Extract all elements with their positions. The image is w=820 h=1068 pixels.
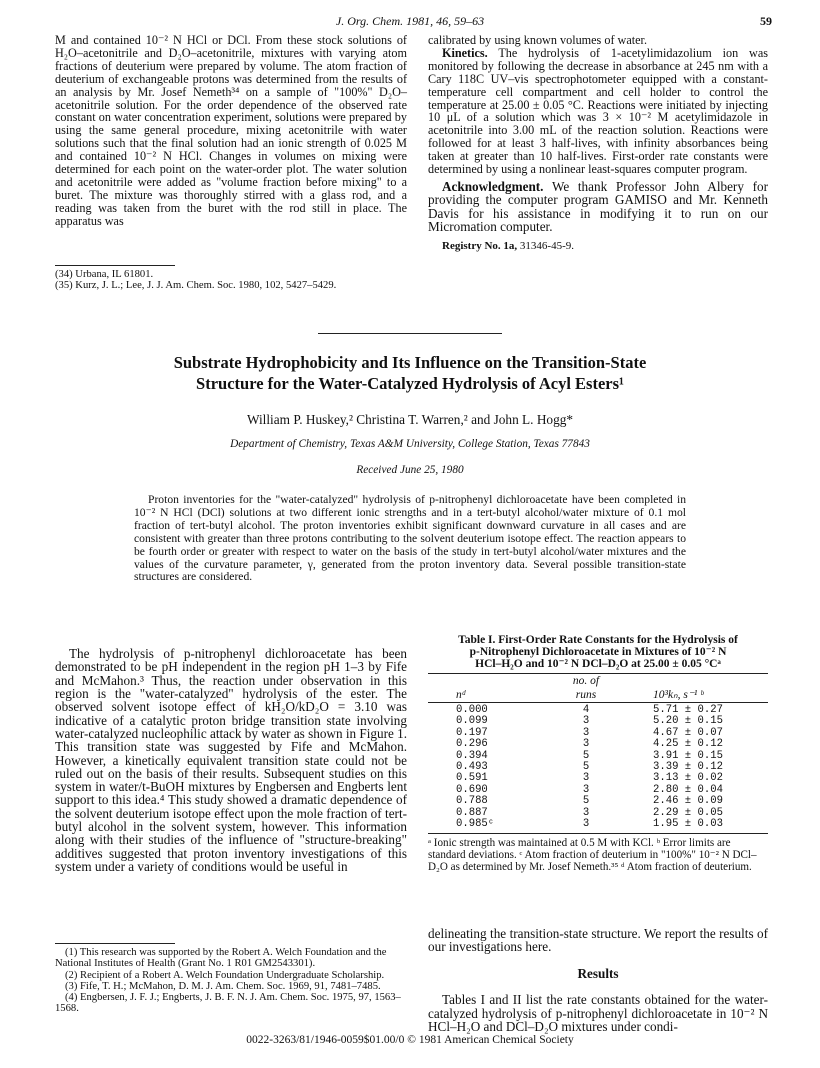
table-caption-line-3: HCl–H₂O and 10⁻² N DCl–D₂O at 25.00 ± 0.05 °Cᵃ: [475, 658, 721, 670]
acknowledgment-text: We thank Professor John Albery for providing the computer program GAMISO and Mr. Kenneth Davis for his assistance in modifying it to run on our Micromation computer.: [428, 178, 768, 235]
registry-label: Registry No. 1a,: [442, 239, 518, 252]
cell-k: 3.91 ± 0.15: [653, 749, 723, 762]
article-separator: [318, 333, 502, 334]
table-caption-line-2: p-Nitrophenyl Dichloroacetate in Mixtures of 10⁻² N: [469, 646, 727, 658]
article-title: [60, 352, 760, 394]
footnote-35: (35) Kurz, J. L.; Lee, J. J. Am. Chem. Soc. 1980, 102, 5427–5429.: [55, 280, 337, 292]
col-header-n: nᵈ: [456, 689, 466, 701]
registry-value: 31346-45-9.: [519, 239, 574, 252]
kinetics-text: The hydrolysis of 1-acetylimidazolium ion was monitored by following the decrease in absorbance at 245 nm with a Cary 118C UV–vis spectrophotometer equipped with a constant-temperature cell compartment and cell holder to control the temperature at 25.00 ± 0.05 °C. Reactions were initiated by injecting 10 μL of a solution which was 3 × 10⁻² M acetylimidazole in acetonitrile into 3.00 mL of the reaction solution. Reactions were followed for at least 3 half-lives, with infinity absorbances being taken at greater than 10 half-lives. First-order rate constants were determined by using a nonlinear least-squares computer program.: [428, 45, 768, 177]
page-number: 59: [760, 14, 772, 28]
cell-k: 5.71 ± 0.27: [653, 704, 723, 716]
footnote-4: (4) Engbersen, J. F. J.; Engberts, J. B. F. N. J. Am. Chem. Soc. 1975, 97, 1563–1568.: [55, 992, 401, 1015]
cell-runs: 5: [582, 795, 590, 808]
acknowledgment-label: Acknowledgment.: [442, 178, 544, 194]
footnote-1: (1) This research was supported by the Robert A. Welch Foundation and the National Institutes of Health (Grant No. 1 R01 GM2543301).: [55, 947, 387, 970]
prev-article-footnotes: [55, 269, 407, 292]
cell-n: 0.296: [456, 738, 488, 751]
cell-k: 3.39 ± 0.12: [653, 761, 723, 774]
cell-runs: 3: [582, 772, 590, 785]
abstract: Proton inventories for the "water-catalyzed" hydrolysis of p-nitrophenyl dichloroacetate have been completed in 10⁻² N HCl (DCl) solutions at two different ionic strengths and in a tert-butyl alcohol/water mixture of 0.1 mol fraction of tert-butyl alcohol. The proton inventories exhibit significant downward curvature in all cases and are consistent with greater than three protons contributing to the solvent deuterium isotope effect. The reaction appears to be fourth order or greater with respect to water on the basis of the study in tert-butyl alcohol/water mixtures and the values of the curvature parameter, γ, generated from the proton inventory data. Several possible transition-state structures are considered.: [134, 493, 686, 584]
cell-runs: 4: [582, 704, 590, 716]
cell-n: 0.197: [456, 726, 488, 739]
prev-article-continuation: calibrated by using known volumes of water.: [428, 33, 647, 47]
cell-k: 3.13 ± 0.02: [653, 772, 723, 785]
table-row: [428, 819, 768, 830]
cell-k: 5.20 ± 0.15: [653, 715, 723, 728]
table-bottom-rule: [428, 833, 768, 834]
cell-n: 0.493: [456, 761, 488, 774]
cell-k: 2.46 ± 0.09: [653, 795, 723, 808]
cell-n: 0.690: [456, 783, 488, 796]
table-row: [428, 796, 768, 807]
data-table: [428, 674, 768, 830]
cell-n: 0.591: [456, 772, 488, 785]
footnote-2: (2) Recipient of a Robert A. Welch Foundation Undergraduate Scholarship.: [65, 969, 385, 981]
table-1: [428, 634, 768, 873]
cell-k: 2.29 ± 0.05: [653, 806, 723, 819]
prev-article-right-column: [428, 34, 768, 253]
cell-n: 0.394: [456, 749, 488, 762]
affiliation: Department of Chemistry, Texas A&M University, College Station, Texas 77843: [230, 438, 590, 450]
footnote-3: (3) Fife, T. H.; McMahon, D. M. J. Am. Chem. Soc. 1969, 91, 7481–7485.: [65, 980, 381, 992]
article-footnotes: [55, 947, 407, 1015]
kinetics-paragraph: [428, 47, 768, 176]
footnote-34: (34) Urbana, IL 61801.: [55, 269, 154, 280]
cell-runs: 3: [582, 783, 590, 796]
cell-n: 0.887: [456, 806, 488, 819]
results-paragraph: Tables I and II list the rate constants obtained for the water-catalyzed hydrolysis of p-nitrophenyl dichloroacetate in 10⁻² N HCl–H₂O and DCl–D₂O mixtures under condi-: [428, 992, 768, 1035]
authors: William P. Huskey,² Christina T. Warren,² and John L. Hogg*: [246, 412, 574, 427]
cell-k: 2.80 ± 0.04: [653, 783, 723, 796]
col-header-runs-line-1: no. of: [572, 675, 600, 687]
cell-runs: 3: [582, 818, 590, 831]
title-line-1: Substrate Hydrophobicity and Its Influence on the Transition-State: [173, 353, 647, 372]
footnote-rule-2: [55, 943, 175, 944]
cell-runs: 3: [582, 715, 590, 728]
cell-n: 0.985ᶜ: [456, 818, 495, 831]
cell-k: 4.25 ± 0.12: [653, 738, 723, 751]
col-header-n-blank: [428, 674, 549, 688]
cell-n: 0.099: [456, 715, 488, 728]
cell-k: 4.67 ± 0.07: [653, 726, 723, 739]
title-line-2: Structure for the Water-Catalyzed Hydrolysis of Acyl Esters¹: [196, 374, 624, 393]
prev-article-paragraph: M and contained 10⁻² N HCl or DCl. From these stock solutions of H₂O–acetonitrile and D₂O–acetonitrile, mixtures with varying atom fractions of deuterium were prepared by volume. The atom fraction of deuterium of exchangeable protons was determined from the results of an analysis by Mr. Josef Nemeth³⁴ on a sample of "100%" D₂O–acetonitrile solution. For the order dependence of the observed rate constant on water concentration experiment, solutions were prepared by using the same general procedure, mixing acetonitrile with water solutions such that the final solution had an ionic strength of 0.025 M and contained 10⁻² N HCl. Changes in volumes on mixing were determined for each point on the water-order plot. The water solution and acetonitrile were added as "volume fraction before mixing" to a buret. The mixture was thoroughly stirred with a glass rod, and a reading was taken from the buret with the rod still in place. The apparatus was: [55, 33, 407, 228]
cell-runs: 3: [582, 806, 590, 819]
acknowledgment-paragraph: [428, 180, 768, 234]
cell-k: 1.95 ± 0.03: [653, 818, 723, 831]
results-column: [428, 914, 768, 1047]
kinetics-label: Kinetics.: [442, 45, 488, 60]
table-caption: [428, 634, 768, 670]
prev-article-left-column: [55, 34, 407, 228]
copyright-footer: 0022-3263/81/1946-0059$01.00/0 © 1981 American Chemical Society: [246, 1034, 574, 1046]
footnote-rule: [55, 265, 175, 266]
results-heading: Results: [577, 965, 619, 981]
table-notes: ᵃ Ionic strength was maintained at 0.5 M with KCl. ᵇ Error limits are standard deviations. ᶜ Atom fraction of deuterium in "100%" 10⁻² N DCl–D₂O as determined by Mr. Josef Nemeth.³⁵ ᵈ Atom fraction of deuterium.: [428, 837, 757, 874]
intro-continuation: delineating the transition-state structure. We report the results of our investigations here.: [428, 926, 768, 955]
intro-column: [55, 634, 407, 886]
intro-paragraph: The hydrolysis of p-nitrophenyl dichloroacetate has been demonstrated to be pH independent in the region pH 1–3 by Fife and McMahon.³ Thus, the reaction under observation in this region is the "water-catalyzed" hydrolysis of the ester. The observed solvent isotope effect of kH₂O/kD₂O = 3.10 was indicative of a catalytic proton bridge transition state involving water-catalyzed nucleophilic attack by water as shown in Figure 1. This transition state was suggested by Fife and McMahon. However, a kinetically equivalent transition state could not be ruled out on the basis of their results. Subsequent studies on this system in water/t-BuOH mixtures by Engbersen and Engberts lent support to this idea.⁴ This study showed a dramatic dependence of the solvent deuterium isotope effect upon the mole fraction of tert-butyl alcohol in the solvent system, however. This information along with their studies of the influence of "structure-breaking" additives suggested that proton inventory investigations of this system under a variety of conditions would be useful in: [55, 646, 408, 874]
received-date: Received June 25, 1980: [356, 464, 464, 476]
running-head: J. Org. Chem. 1981, 46, 59–63: [335, 14, 485, 28]
table-row: [428, 739, 768, 750]
cell-runs: 3: [582, 738, 590, 751]
cell-n: 0.000: [456, 704, 488, 716]
cell-runs: 5: [582, 761, 590, 774]
col-header-k: 10³kₙ, s⁻¹ ᵇ: [653, 689, 704, 701]
cell-runs: 5: [582, 749, 590, 762]
registry-line: [428, 240, 768, 253]
col-header-runs-line-2: runs: [575, 689, 597, 701]
cell-n: 0.788: [456, 795, 488, 808]
cell-runs: 3: [582, 726, 590, 739]
table-caption-line-1: Table I. First-Order Rate Constants for the Hydrolysis of: [458, 634, 738, 646]
